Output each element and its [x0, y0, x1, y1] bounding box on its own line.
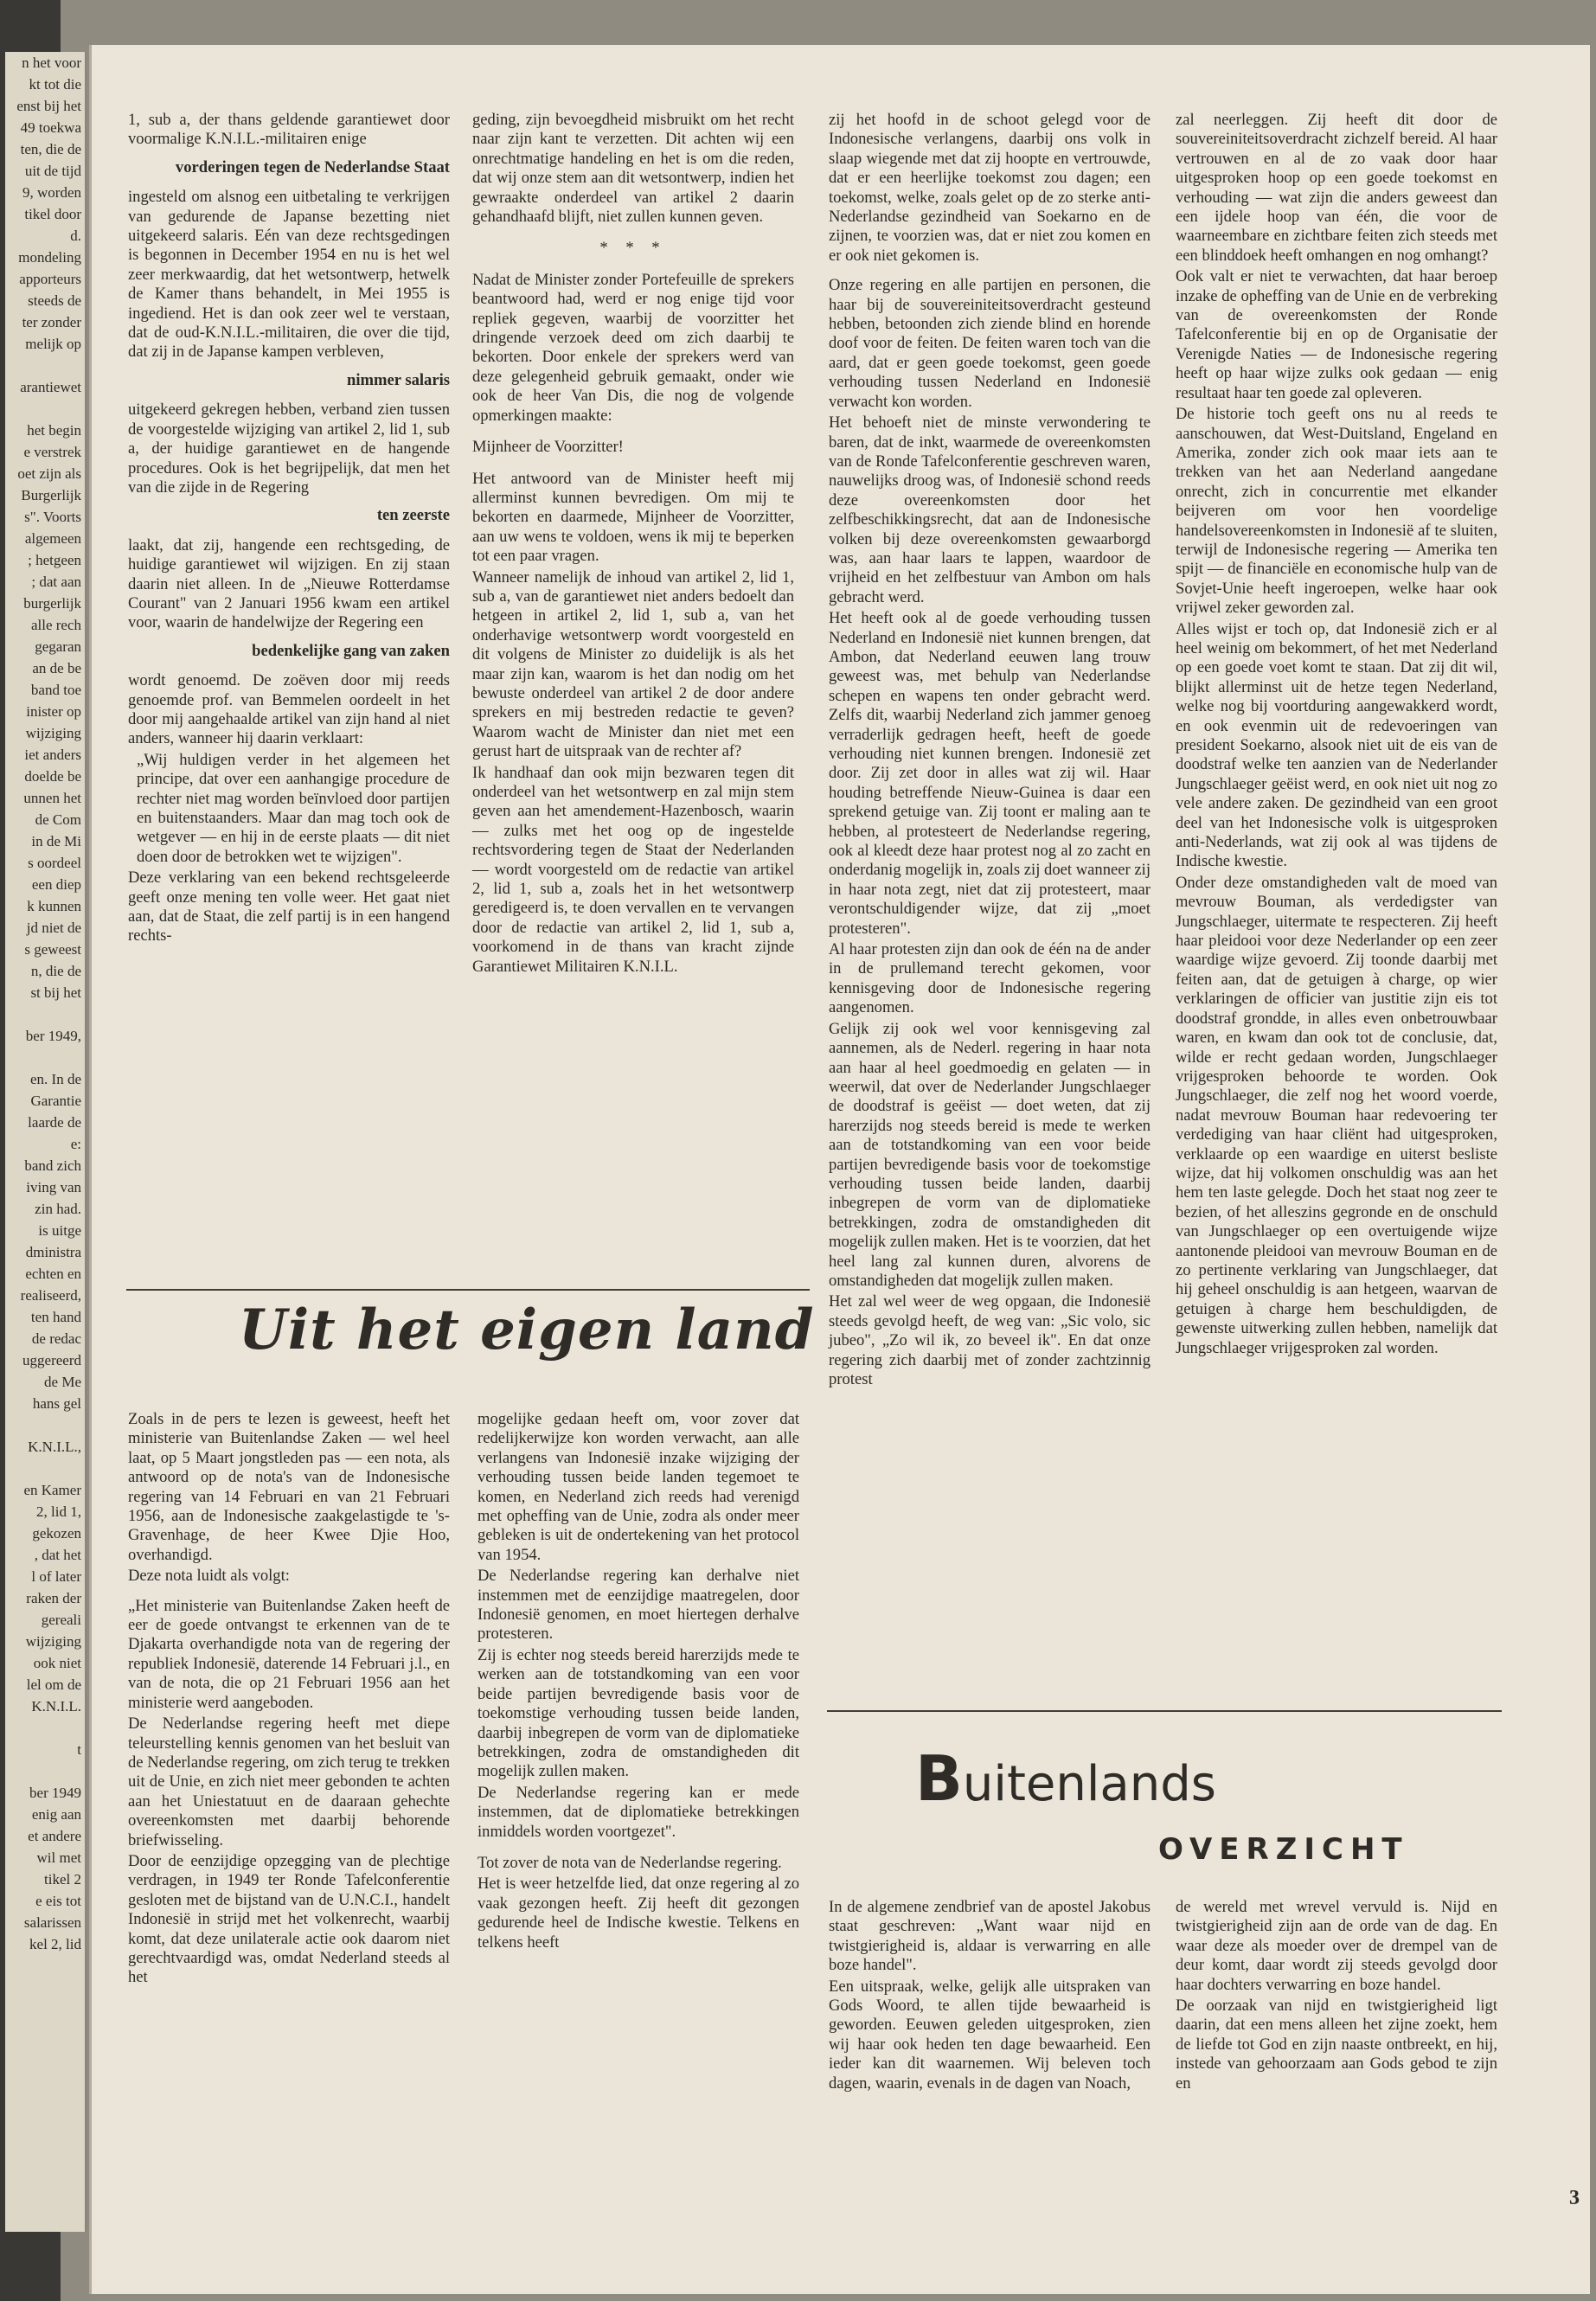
section-heading-buitenlands: [915, 1742, 1216, 1815]
prev-page-line: ook niet: [33, 1655, 81, 1671]
prev-page-line: 2, lid 1,: [36, 1503, 81, 1520]
paragraph: Deze nota luidt als volgt:: [128, 1567, 290, 1586]
prev-page-line: wijziging: [25, 725, 81, 741]
paragraph: de wereld met wrevel vervuld is. Nijd en twistgierigheid zijn aan de orde van de dag. En waar deze als moeder over de drempel van de deur komt, daar wordt zij steeds gevolgd door haar dochters verwarring en boze handel.: [1176, 1898, 1497, 1994]
paragraph: zal neerleggen. Zij heeft dit door de souvereiniteitsoverdracht zichzelf bereid. Al haar vertrouwen en al de zo vaak door haar uitgesproken hoop op een goede toekomst en verhouding — wat zijn die anders geweest dan een ijdele hoop van één, die voor de waarneembare en zichtbare feiten zich steeds met een blinddoek heeft omhangen en nog omhangt?: [1176, 111, 1497, 265]
paragraph: Het zal wel weer de weg opgaan, die Indonesië steeds gevolgd heeft, de weg van: „Sic volo, sic jubeo", „Zo wil ik, zo beveel ik". En dat onze regering zich daarbij met of zonder zachtzinnig protest: [829, 1292, 1151, 1388]
section-separator: * * *: [599, 239, 667, 258]
prev-page-line: kt tot die: [29, 76, 81, 93]
prev-page-line: st bij het: [30, 984, 81, 1001]
prev-page-line: tikel 2: [44, 1871, 81, 1888]
prev-page-line: gekozen: [32, 1525, 81, 1541]
prev-page-line: en Kamer: [23, 1482, 81, 1498]
prev-page-line: K.N.I.L.: [31, 1698, 81, 1715]
subheading: nimmer salaris: [347, 370, 450, 389]
paragraph: Ik handhaaf dan ook mijn bezwaren tegen dit onderdeel van het wetsontwerp en zal mijn stem geven aan het amendement-Hazenbosch, waarin — zulks met het oog op de ingestelde rechtsvordering tegen de Staat der Nederlanden — wordt voorgesteld om de redactie van artikel 2, lid 1, sub a, zoals het in het wetsontwerp geredigeerd is, te doen vervallen en te vervangen door de redactie van artikel 2, lid 1, sub a, voorkomend in de thans van kracht zijnde Garantiewet Militairen K.N.I.L.: [472, 763, 794, 976]
paragraph: wordt genoemd. De zoëven door mij reeds genoemde prof. van Bemmelen oordeelt in het door mij aangehaalde artikel van zijn hand al niet anders, wanneer hij daarin verklaart:: [128, 671, 450, 748]
subheading: bedenkelijke gang van zaken: [252, 641, 450, 660]
paragraph: Wanneer namelijk de inhoud van artikel 2, lid 1, sub a, van de garantiewet niet anders bedoelt dan hetgeen in artikel 2, lid 1, sub a, van het onderhavige wetsontwerp wordt voorgesteld en dit volgens de Minister zo duidelijk is als het maar zijn kan, waarom is het dan nodig om het bewuste onderdeel van artikel 2 de door andere sprekers en mij bestreden redactie te geven? Waarom wacht de Minister dan niet met een gerust hart de uitspraak van de rechter af?: [472, 567, 794, 761]
prev-page-line: arantiewet: [20, 379, 81, 395]
prev-page-line: ber 1949,: [25, 1028, 81, 1044]
section-divider: [126, 1289, 810, 1291]
prev-page-line: salarissen: [23, 1914, 81, 1931]
prev-page-line: gereali: [41, 1612, 81, 1628]
prev-page-line: dministra: [25, 1244, 81, 1260]
paragraph: Tot zover de nota van de Nederlandse regering.: [478, 1853, 782, 1872]
prev-page-line: mondeling: [18, 249, 81, 266]
prev-page-line: tikel door: [24, 206, 81, 222]
prev-page-line: doelde be: [24, 768, 81, 785]
prev-page-line: Burgerlijk: [21, 487, 81, 503]
paragraph: In de algemene zendbrief van de apostel Jakobus staat geschreven: „Want waar nijd en twistgierigheid is, aldaar is verwarring en alle boze handel".: [829, 1898, 1151, 1975]
prev-page-line: e eis tot: [35, 1893, 81, 1909]
paragraph: Deze verklaring van een bekend rechtsgeleerde geeft onze mening ten volle weer. Het gaat niet aan, dat de Staat, die zelf partij is in een hangend rechts-: [128, 868, 450, 945]
prev-page-line: is uitge: [38, 1222, 81, 1239]
paragraph: Het behoeft niet de minste verwondering te baren, dat de inkt, waarmede de overeenkomsten van de Ronde Tafelconferentie geschreven waren, nauwelijks droog was, of Indonesië schond reeds deze overeenkomsten door het zelfbeschikkingsrecht, dat aan de Indonesische volken bij deze overeenkomsten gewaarborgd was, aan haar laars te lappen, waardoor de vrijheid en het zelfbestuur van Ambon om hals gebracht werd.: [829, 413, 1151, 606]
prev-page-line: d.: [70, 228, 81, 244]
heading-rest: uitenlands: [962, 1756, 1216, 1812]
prev-page-line: de redac: [31, 1330, 81, 1347]
heading-initial: B: [915, 1742, 963, 1815]
prev-page-line: s oordeel: [28, 855, 81, 871]
prev-page-line: an de be: [32, 660, 81, 676]
prev-page-line: Garantie: [30, 1093, 81, 1109]
prev-page-line: apporteurs: [19, 271, 81, 287]
prev-page-line: band toe: [30, 682, 81, 698]
paragraph: De historie toch geeft ons nu al reeds te aanschouwen, dat West-Duitsland, Engeland en Amerika, zonder zich ook maar iets aan te trekken van het aan Nederland aangedane onrecht, zich in concurrentie met elkander beijveren om voor hen voordelige handelsovereenkomsten in Indonesië af te sluiten, terwijl de Indonesische regering — Amerika ten spijt — de financiële en economische hulp van de Sovjet-Unie heeft ingeroepen, welke haar ook vrijwel zeker geworden zal.: [1176, 405, 1497, 618]
prev-page-line: s". Voorts: [24, 509, 81, 525]
prev-page-line: lel om de: [26, 1676, 81, 1693]
paragraph: Zoals in de pers te lezen is geweest, heeft het ministerie van Buitenlandse Zaken — wel heel laat, op 5 Maart jongstleden pas — een nota, als antwoord op de nota's van de Indonesische regering van 14 Februari en van 21 Februari 1956, aan de Indonesische zaakgelastigde te 's-Gravenhage, de heer Kwee Djie Hoo, overhandigd.: [128, 1410, 450, 1564]
prev-page-line: kel 2, lid: [29, 1936, 81, 1952]
prev-page-line: ; dat aan: [31, 574, 81, 590]
prev-page-line: echten en: [25, 1266, 81, 1282]
prev-page-line: alle rech: [30, 617, 81, 633]
page-number: 3: [1569, 2187, 1580, 2209]
prev-page-line: t: [77, 1741, 81, 1758]
paragraph: ingesteld om alsnog een uitbetaling te verkrijgen van gedurende de Japanse bezetting niet uitgekeerd salaris. Eén van deze rechtsgedingen is begonnen in December 1954 en nu is het wel zeer merkwaardig, dat het wetsontwerp, hetwelk de Kamer thans behandelt, in Mei 1955 is ingediend. Het is dan ook zeer wel te verstaan, dat de oud-K.N.I.L.-militairen, die over die tijd, dat zij in de Japanse kampen verbleven,: [128, 188, 450, 362]
paragraph: mogelijke gedaan heeft om, voor zover dat redelijkerwijze kon worden verwacht, aan alle verlangens van Indonesië inzake wijziging der verhouding tussen beide landen tegemoet te komen, en Nederland zich reeds had verenigd met opheffing van de Unie, zodra als onder meer gebleken is uit de ondertekening van het protocol van 1954.: [478, 1410, 799, 1564]
paragraph: De Nederlandse regering kan er mede instemmen, dat de diplomatieke betrekkingen inmiddels worden voortgezet".: [478, 1783, 799, 1841]
section-divider: [827, 1710, 1502, 1712]
paragraph: De oorzaak van nijd en twistgierigheid ligt daarin, dat een mens alleen het zijne zoekt, hem de liefde tot God en zijn naaste ontbreekt, en hij, instede van gehoorzaam aan Gods gebod te zijn en: [1176, 1997, 1497, 2093]
prev-page-line: et andere: [28, 1828, 81, 1844]
paragraph: zij het hoofd in de schoot gelegd voor de Indonesische verlangens, daarbij ons volk in slaap wiegende met dat zij hoopte en vertrouwde, dat er een heerlijke toekomst zou dagen; een toekomst, welke, zoals gelet op de zo sterke anti-Nederlandse gezindheid van Soekarno en de zijnen, te voorzien was, dat er niet zou komen en er ook niet gekomen is.: [829, 111, 1151, 265]
prev-page-line: melijk op: [25, 336, 81, 352]
prev-page-line: jd niet de: [26, 920, 81, 936]
prev-page-line: K.N.I.L.,: [28, 1439, 81, 1455]
article-column-3: [829, 111, 1151, 1391]
paragraph: Al haar protesten zijn dan ook de één na de ander in de prullemand terecht gekomen, voor kennisgeving door de Indonesische regering aangenomen.: [829, 940, 1151, 1017]
prev-page-line: ten, die de: [20, 141, 81, 157]
prev-page-line: de Com: [35, 811, 81, 828]
article-column-8: [1176, 1898, 1497, 2095]
paragraph: 1, sub a, der thans geldende garantiewet door voormalige K.N.I.L.-militairen enige: [128, 111, 450, 149]
prev-page-line: s geweest: [24, 941, 81, 958]
prev-page-line: k kunnen: [27, 898, 81, 914]
paragraph: Door de eenzijdige opzegging van de plechtige verdragen, in 1949 ter Ronde Tafelconferentie gesloten met de bijstand van de U.N.C.I., handelt Indonesië in strijd met het volkenrecht, waarbij komt, dat deze unilaterale actie ook daarom niet gerechtvaardigd was, omdat Nederland steeds al het: [128, 1851, 450, 1987]
prev-page-line: unnen het: [23, 790, 81, 806]
paragraph: De Nederlandse regering heeft met diepe teleurstelling kennis genomen van het besluit van de Nederlandse regering, om zich terug te trekken uit de Unie, en zich niet meer gebonden te achten aan het Uniestatuut en de daaraan gehechte overeenkomsten met daarbij behorende briefwisseling.: [128, 1715, 450, 1849]
quote: „Wij huldigen verder in het algemeen het principe, dat over een aanhangige procedure de rechter niet mag worden beïnvloed door partijen en buitenstaanders. Maar dan mag toch ook de wetgever — en hij in de eerste plaats — dit niet doen door de betrokken wet te wijzigen".: [137, 750, 450, 866]
paragraph: Een uitspraak, welke, gelijk alle uitspraken van Gods Woord, te allen tijde bewaarheid is geworden. Eeuwen geleden uitgesproken, zien wij haar ook heden ten dage bewaarheid. Een ieder kan dit waarnemen. Wij beleven toch dagen, waarin, evenals in de dagen van Noach,: [829, 1977, 1151, 2093]
paragraph: Mijnheer de Voorzitter!: [472, 438, 624, 457]
prev-page-line: de Me: [44, 1374, 81, 1390]
paragraph: uitgekeerd gekregen hebben, verband zien tussen de voorgestelde wijziging van artikel 2, lid 1, sub a, der huidige garantiewet en de hangende procedures. Ook is het begrijpelijk, dat men het van die zijde in de Regering: [128, 401, 450, 497]
prev-page-line: realiseerd,: [20, 1287, 81, 1304]
paragraph: Gelijk zij ook wel voor kennisgeving zal aannemen, als de Nederl. regering in haar nota aan haar al heel goedmoedig en gelaten — in weerwil, dat over de Nederlander Jungschlaeger de doodstraf is geëist — doet weten, dat zij harerzijds nog steeds bereid is mede te werken aan de totstandkoming van een voor beide partijen bevredigende basis voor de toekomstige verhouding tussen beide landen, daarbij inbegrepen de vorm van de diplomatieke betrekkingen, zodra de omstandigheden dit mogelijk zullen maken. Het is te voorzien, dat het heel lang zal kunnen duren, alvorens de omstandigheden dat mogelijk zullen maken.: [829, 1019, 1151, 1290]
prev-page-line: zin had.: [35, 1201, 81, 1217]
prev-page-line: ter zonder: [22, 314, 81, 330]
prev-page-line: l of later: [31, 1568, 81, 1585]
page: [89, 45, 1590, 2294]
prev-page-line: enst bij het: [16, 98, 81, 114]
prev-page-line: ten hand: [30, 1309, 81, 1325]
quote: „Het ministerie van Buitenlandse Zaken heeft de eer de goede ontvangst te erkennen van de te Djakarta overhandigde nota van de regering der republiek Indonesië, daterende 14 Februari j.l., en van de nota, die op 21 Februari 1956 aan het ministerie werd aangeboden.: [128, 1596, 450, 1712]
paragraph: geding, zijn bevoegdheid misbruikt om het recht naar zijn kant te verzetten. Dit achten wij een onrechtmatige handeling en het is om die reden, dat wij onze stem aan dit wetsontwerp, indien het gewraakte onderdeel van artikel 2 daarin gehandhaafd blijft, niet zullen kunnen geven.: [472, 111, 794, 227]
paragraph: Onze regering en alle partijen en personen, die haar bij de souvereiniteitsoverdracht gesteund hebben, betoonden zich ziende blind en horende doof voor de feiten. De feiten waren toch van die aard, dat er geen goede toekomst, geen goede verhouding tussen Nederland en Indonesië verwacht kon worden.: [829, 276, 1151, 411]
prev-page-line: burgerlijk: [23, 595, 81, 612]
prev-page-line: n het voor: [22, 54, 81, 71]
article-column-7: [829, 1898, 1151, 2095]
prev-page-line: ; hetgeen: [28, 552, 81, 568]
paragraph: Alles wijst er toch op, dat Indonesië zich er al heel weinig om bekommert, of het met Nederland op een goede voet komt te staan. Dat zij dit wil, blijkt allerminst uit de hetze tegen Nederland, welke nog bij voortduring aangewakkerd wordt, en ook evenmin uit de redevoeringen van president Soekarno, alsook niet uit de eis van de doodstraf welke ten aanzien van de Nederlander Jungschlaeger geëist werd, en ook niet uit nog zo vele andere zaken. De gezindheid van een groot deel van het Indonesische volk is uitgesproken anti-Nederlands, wat zij ook al was tijdens de Indische kwestie.: [1176, 619, 1497, 871]
prev-page-line: inister op: [26, 703, 81, 720]
article-column-2: [472, 111, 794, 978]
prev-page-line: steeds de: [28, 292, 81, 309]
prev-page-line: 9, worden: [22, 184, 81, 201]
paragraph: Het antwoord van de Minister heeft mij allerminst kunnen bevredigen. Om mij te bekorten en daarmede, Mijnheer de Voorzitter, aan uw wens te voldoen, wens ik mij te beperken tot een paar vragen.: [472, 469, 794, 566]
prev-page-line: uit de tijd: [24, 163, 81, 179]
paragraph: De Nederlandse regering kan derhalve niet instemmen met de eenzijdige maatregelen, door Indonesië genomen, en moet hiertegen derhalve protesteren.: [478, 1567, 799, 1644]
subheading: vorderingen tegen de Nederlandse Staat: [175, 157, 450, 176]
prev-page-line: gegaran: [35, 638, 81, 655]
paragraph: Onder deze omstandigheden valt de moed van mevrouw Bouman, als verdedigster van Jungschlaeger, uitermate te respecteren. Zij heeft haar pleidooi voor deze Nederlander op een zeer waardige wijze gevoerd. Zij toonde daarbij met feiten aan, dat de getuigen à charge, op wier verklaringen de officier van justitie zijn eis tot doodstraf grondde, in alles even onbetrouwbaar waren, en kwam dan ook tot de conclusie, dat, wilde er recht gedaan worden, Jungschlaeger vrijgesproken behoorde te worden. Ook Jungschlaeger, die zelf nog het woord voerde, nadat mevrouw Bouman haar redevoering ter verdediging van haar cliënt had uitgesproken, verklaarde op een waardige en uiterst besliste wijze, dat hij volkomen onschuldig was aan het hem ten laste gelegde. Doch het staat nog zeer te bezien, of het alleszins gegronde en de onschuld van Jungschlaeger op een overtuigende wijze aantonende pleidooi van mevrouw Bouman en de zo pertinente verklaring van Jungschlaeger, dat hij geheel onschuldig is aan hetgeen, waarvan de getuigen à charge hem beschuldigden, de gewenste uitwerking zullen hebben, namelijk dat Jungschlaeger vrijgesproken zal worden.: [1176, 873, 1497, 1357]
article-column-1: [128, 111, 450, 948]
prev-page-line: e verstrek: [23, 444, 81, 460]
prev-page-line: 49 toekwa: [20, 119, 81, 136]
prev-page-line: band zich: [24, 1157, 81, 1174]
section-heading-uit-het-eigen-land: Uit het eigen land: [239, 1298, 815, 1362]
article-column-4: [1176, 111, 1497, 1360]
prev-page-line: algemeen: [24, 530, 81, 547]
prev-page-line: in de Mi: [31, 833, 81, 849]
prev-page-line: iet anders: [24, 747, 81, 763]
previous-page-edge: [5, 52, 87, 2232]
paragraph: Ook valt er niet te verwachten, dat haar beroep inzake de opheffing van de Unie en de verbreking van de overeenkomsten der Ronde Tafelconferentie bij en op de Organisatie der Verenigde Naties — de Indonesische regering heeft op haar wijze zulks ook gedaan — enig resultaat haar ten goede zal opleveren.: [1176, 267, 1497, 402]
prev-page-line: het begin: [27, 422, 81, 439]
prev-page-line: iving van: [26, 1179, 81, 1195]
prev-page-line: wijziging: [25, 1633, 81, 1650]
prev-page-line: hans gel: [32, 1395, 81, 1412]
prev-page-line: een diep: [31, 876, 81, 893]
article-column-5: [128, 1410, 450, 1990]
paragraph: Zij is echter nog steeds bereid harerzijds mede te werken aan de totstandkoming van een voor beide partijen bevredigende basis voor de toekomstige verhouding tussen beide landen, daarbij inbegrepen de vorm van de diplomatieke betrekkingen, zodra de omstandigheden dit mogelijk zullen maken.: [478, 1645, 799, 1781]
prev-page-line: enig aan: [31, 1806, 81, 1823]
prev-page-line: , dat het: [34, 1547, 81, 1563]
subheading: ten zeerste: [376, 506, 450, 525]
prev-page-line: wil met: [36, 1849, 81, 1866]
paragraph: laakt, dat zij, hangende een rechtsgeding, de huidige garantiewet wil wijzigen. En zij staan daarin niet alleen. In de „Nieuwe Rotterdamse Courant" van 2 Januari 1956 kwam een artikel voor, waarin de handelwijze der Regering een: [128, 535, 450, 632]
prev-page-line: uggereerd: [22, 1352, 81, 1368]
prev-page-line: e:: [70, 1136, 81, 1152]
prev-page-line: raken der: [26, 1590, 81, 1606]
prev-page-line: laarde de: [28, 1114, 81, 1131]
prev-page-line: n, die de: [30, 963, 81, 979]
prev-page-line: oet zijn als: [17, 465, 81, 482]
article-column-6: [478, 1410, 799, 1954]
paragraph: Het heeft ook al de goede verhouding tussen Nederland en Indonesië niet kunnen brengen, dat Ambon, dat Nederland eeuwen lang trouw geweest was, met behulp van Nederlandse schepen en wapens ten onder gebracht werd. Zelfs dit, waarbij Nederland zich jammer genoeg verraderlijk gedragen heeft, heeft de goede verhouding niet kunnen brengen. Indonesië zet door. Zij zet door in alles wat zij wil. Haar houding betreffende Nieuw-Guinea is daar een sprekend getuige van. Zij toont er maling aan te hebben, al protesteert de Nederlandse regering, ook al kleedt deze haar protest nog al zo zacht en onderdanig mogelijk in, zoals zij doet wanneer zij in haar nota zegt, niet dat zij protesteert, maar verontschuldigender wijze, dat zij „moet protesteren".: [829, 609, 1151, 938]
section-heading-overzicht: OVERZICHT: [1158, 1832, 1409, 1867]
paragraph: Het is weer hetzelfde lied, dat onze regering al zo vaak gezongen heeft. Zij heeft dit gezongen gedurende heel de Indische kwestie. Telkens en telkens heeft: [478, 1875, 799, 1952]
prev-page-line: en. In de: [29, 1071, 81, 1087]
paragraph: Nadat de Minister zonder Portefeuille de sprekers beantwoord had, werd er nog enige tijd voor repliek gegeven, waarbij de voorzitter het dringende verzoek deed om zich daarbij te bekorten. Door enkele der sprekers werd van deze gelegenheid gebruik gemaakt, onder wie ook de heer Van Dis, die nog de volgende opmerkingen maakte:: [472, 270, 794, 425]
prev-page-line: ber 1949: [29, 1785, 81, 1801]
